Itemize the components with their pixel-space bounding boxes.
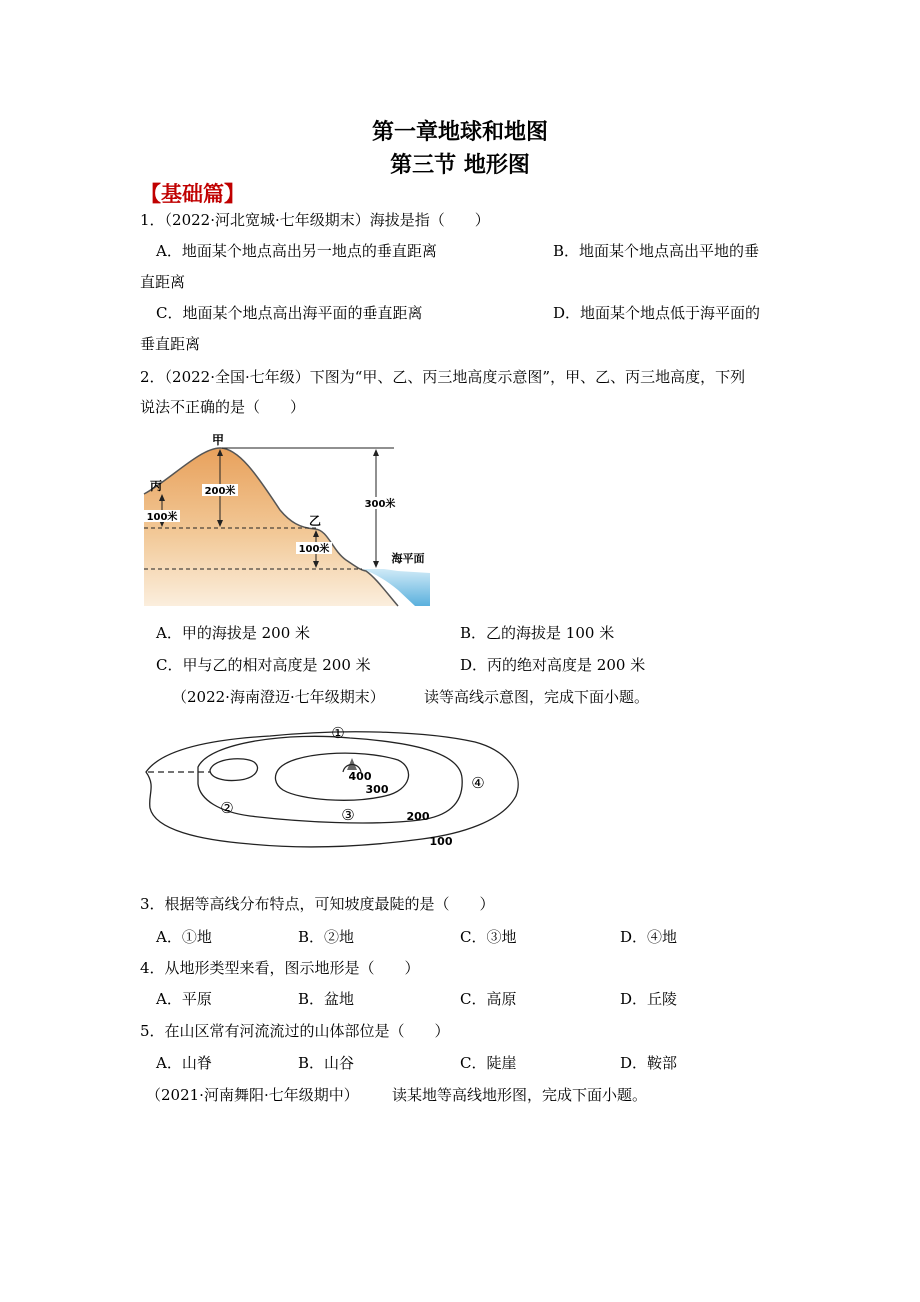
q1-option-d-cont: 垂直距离 (140, 335, 201, 353)
contour-map (140, 712, 530, 857)
section-tag: 【基础篇】 (140, 182, 245, 206)
q3-option-b[interactable]: B．②地 (298, 928, 355, 946)
contour-label-300: 300 (365, 783, 389, 796)
label-100m-bing: 100米 (146, 512, 178, 523)
label-jia: 甲 (211, 433, 225, 447)
q4-stem: 4．从地形类型来看，图示地形是（ ） (140, 959, 420, 977)
label-300m: 300米 (364, 499, 396, 510)
q3-option-c[interactable]: C．③地 (460, 928, 517, 946)
elevation-diagram (140, 430, 440, 610)
label-bing: 丙 (149, 479, 163, 493)
q5-stem: 5．在山区常有河流流过的山体部位是（ ） (140, 1022, 450, 1040)
q5-option-b[interactable]: B．山谷 (298, 1054, 355, 1072)
group2-instruction: 读某地等高线地形图，完成下面小题。 (392, 1086, 648, 1104)
group2-source: （2021·河南舞阳·七年级期中） (146, 1086, 359, 1104)
q2-option-a[interactable]: A．甲的海拔是 200 米 (156, 624, 310, 642)
q2-stem-line2: 说法不正确的是（ ） (140, 398, 306, 416)
contour-label-100: 100 (429, 835, 453, 848)
q5-option-a[interactable]: A．山脊 (156, 1054, 212, 1072)
q4-option-c[interactable]: C．高原 (460, 990, 517, 1008)
q5-option-d[interactable]: D．鞍部 (620, 1054, 678, 1072)
chapter-title: 第一章地球和地图 (371, 120, 548, 145)
contour-300 (275, 753, 408, 800)
q1-option-b-cont: 直距离 (140, 273, 186, 291)
label-200m: 200米 (204, 486, 236, 497)
terrain-profile (144, 448, 398, 606)
section-title: 第三节 地形图 (390, 153, 530, 178)
q3-stem: 3．根据等高线分布特点，可知坡度最陡的是（ ） (140, 895, 495, 913)
label-100m-yi: 100米 (298, 544, 330, 555)
marker-2: ② (220, 799, 234, 817)
group1-instruction: 读等高线示意图，完成下面小题。 (424, 688, 650, 706)
marker-4: ④ (471, 774, 485, 792)
label-sea-level: 海平面 (391, 552, 425, 565)
q3-option-a[interactable]: A．①地 (156, 928, 212, 946)
group1-source: （2022·海南澄迈·七年级期末） (172, 688, 385, 706)
q2-option-d[interactable]: D．丙的绝对高度是 200 米 (460, 656, 646, 674)
q3-option-d[interactable]: D．④地 (620, 928, 678, 946)
q1-option-a[interactable]: A．地面某个地点高出另一地点的垂直距离 (156, 242, 437, 260)
q1-option-b[interactable]: B．地面某个地点高出平地的垂 (553, 242, 760, 260)
q2-option-b[interactable]: B．乙的海拔是 100 米 (460, 624, 615, 642)
label-yi: 乙 (308, 514, 322, 528)
q4-option-a[interactable]: A．平原 (156, 990, 212, 1008)
q1-option-d[interactable]: D．地面某个地点低于海平面的 (553, 304, 761, 322)
q4-option-b[interactable]: B．盆地 (298, 990, 355, 1008)
contour-100 (146, 732, 518, 847)
q2-stem-line1: 2．（2022·全国·七年级）下图为“甲、乙、丙三地高度示意图”，甲、乙、丙三地高度，下列 (140, 368, 746, 386)
q5-option-c[interactable]: C．陡崖 (460, 1054, 517, 1072)
marker-3: ③ (341, 806, 355, 824)
contour-label-200: 200 (406, 810, 430, 823)
q1-stem: 1．（2022·河北宽城·七年级期末）海拔是指（ ） (140, 211, 490, 229)
marker-1: ① (331, 724, 345, 742)
contour-label-400: 400 (348, 770, 372, 783)
q1-option-c[interactable]: C．地面某个地点高出海平面的垂直距离 (156, 304, 423, 322)
q4-option-d[interactable]: D．丘陵 (620, 990, 678, 1008)
contour-small-closed (210, 759, 258, 781)
q2-option-c[interactable]: C．甲与乙的相对高度是 200 米 (156, 656, 371, 674)
